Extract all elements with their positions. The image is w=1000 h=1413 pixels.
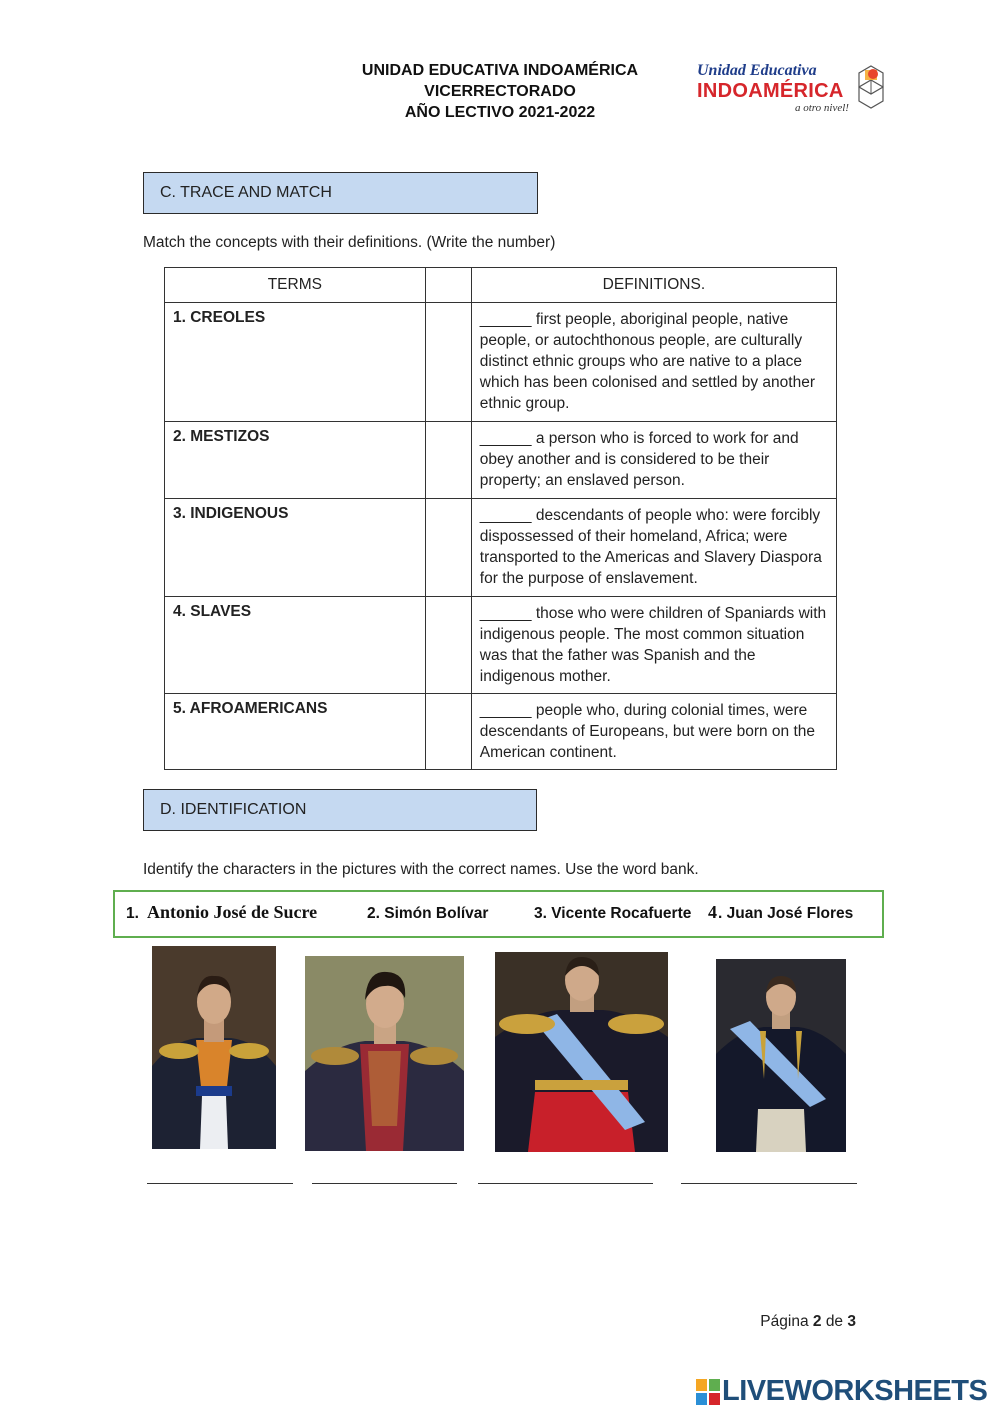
definition-cell: ______ first people, aboriginal people, native people, or autochthonous people, are culturally distinct ethnic groups who are native to a place which has been colonised and settled by another ethnic group.	[471, 303, 836, 422]
liveworksheets-logo-icon	[696, 1379, 720, 1405]
term-cell: 2. MESTIZOS	[165, 422, 426, 499]
table-row	[165, 499, 837, 597]
logo-cube-icon	[857, 64, 885, 110]
terms-header: TERMS	[165, 268, 426, 303]
portrait-4	[716, 959, 846, 1152]
answer-cell[interactable]	[425, 303, 471, 422]
page-mid: de	[825, 1313, 844, 1330]
term-cell: 5. AFROAMERICANS	[165, 694, 426, 770]
header-school-year: AÑO LECTIVO 2021-2022	[404, 104, 596, 121]
table-row	[165, 422, 837, 499]
definition-cell: ______ people who, during colonial times, were descendants of Europeans, but were born on the American continent.	[471, 694, 836, 770]
answer-cell[interactable]	[425, 694, 471, 770]
page-current: 2	[812, 1313, 822, 1330]
answer-blank-4[interactable]	[681, 1183, 857, 1184]
answer-cell[interactable]	[425, 499, 471, 597]
term-cell: 4. SLAVES	[165, 597, 426, 694]
section-c-banner: C. TRACE AND MATCH	[143, 172, 538, 214]
definitions-header: DEFINITIONS.	[471, 268, 836, 303]
match-table	[164, 267, 837, 770]
definition-cell: ______ a person who is forced to work for and obey another and is considered to be their property; an enslaved person.	[471, 422, 836, 499]
section-d-banner: D. IDENTIFICATION	[143, 789, 537, 831]
answer-blank-2[interactable]	[312, 1183, 457, 1184]
blank-header	[425, 268, 471, 303]
match-table-header	[165, 268, 837, 303]
definition-cell: ______ those who were children of Spaniards with indigenous people. The most common situation was that the father was Spanish and the indigenous mother.	[471, 597, 836, 694]
portrait-2	[305, 956, 464, 1151]
term-cell: 3. INDIGENOUS	[165, 499, 426, 597]
answer-cell[interactable]	[425, 422, 471, 499]
section-c-instruction: Match the concepts with their definitions. (Write the number)	[143, 234, 556, 251]
word-bank-number-1: 1.	[126, 905, 139, 922]
liveworksheets-brand	[696, 1375, 992, 1411]
answer-blank-1[interactable]	[147, 1183, 293, 1184]
word-bank-item-flores: . Juan José Flores	[718, 905, 854, 922]
word-bank	[113, 890, 884, 938]
word-bank-item-rocafuerte: 3. Vicente Rocafuerte	[534, 905, 692, 922]
page-total: 3	[847, 1313, 856, 1330]
header-department: VICERRECTORADO	[424, 83, 576, 100]
word-bank-item-bolivar: 2. Simón Bolívar	[367, 905, 489, 922]
section-d-instruction: Identify the characters in the pictures with the correct names. Use the word bank.	[143, 861, 699, 878]
header-school-name: UNIDAD EDUCATIVA INDOAMÉRICA	[361, 62, 639, 79]
definition-cell: ______ descendants of people who: were forcibly dispossessed of their homeland, Africa; were transported to the Americas and Slavery Diaspora for the purpose of enslavement.	[471, 499, 836, 597]
portrait-3	[495, 952, 668, 1152]
logo-top-text: Unidad Educativa	[697, 62, 817, 79]
answer-blank-3[interactable]	[478, 1183, 653, 1184]
school-header	[300, 60, 700, 123]
table-row	[165, 694, 837, 770]
logo-main-text: INDOAMÉRICA	[697, 80, 844, 102]
table-row	[165, 303, 837, 422]
page-number	[760, 1313, 856, 1331]
logo-tagline: a otro nivel!	[795, 102, 849, 114]
word-bank-number-4: 4	[708, 902, 717, 922]
table-row	[165, 597, 837, 694]
term-cell: 1. CREOLES	[165, 303, 426, 422]
answer-cell[interactable]	[425, 597, 471, 694]
liveworksheets-text: LIVEWORKSHEETS	[722, 1375, 988, 1407]
page-prefix: Página	[760, 1313, 809, 1330]
portrait-1	[152, 946, 276, 1149]
school-logo	[697, 60, 892, 120]
word-bank-item-sucre: Antonio José de Sucre	[147, 902, 318, 922]
